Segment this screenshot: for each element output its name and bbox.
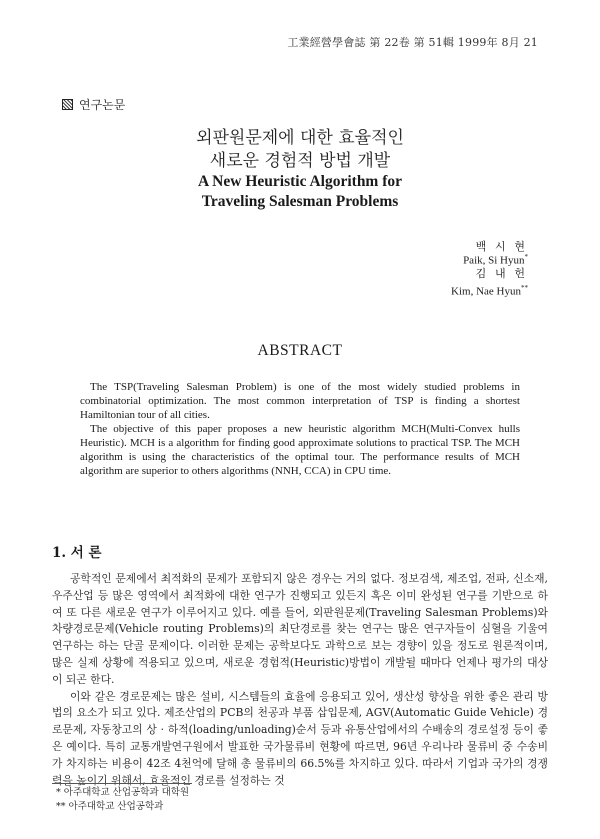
running-header: 工業經營學會誌 第 22卷 第 51輯 1999年 8月 21	[287, 36, 538, 49]
body-paragraph: 이와 같은 경로문제는 많은 설비, 시스템들의 효율에 응용되고 있어, 생산성 향상을 위한 좋은 관리 방법의 요소가 되고 있다. 제조산업의 PCB의 천공과 부품 삽입문제, AGV(Automatic Guide Vehicle) 경로문제, 자동창고의 상 · 하적(loading/unloading)순서 등과 유통산업에서의 수배송의 경로설정 등이 좋은 예이다. 특히 교통개발연구원에서 발표한 국가물류비 현황에 따르면, 96년 우리나라 물류비 중 수송비가 차지하는 비용이 42조 4천억에 달해 총 물류비의 66.5%를 차지하고 있다. 따라서 기업과 국가의 경쟁력을 높이기 위해서, 효율적인 경로를 설정하는 것	[52, 689, 548, 787]
section-tag-label: 연구논문	[79, 98, 126, 112]
author-2-korean-name: 김 내 헌	[475, 268, 528, 280]
korean-title-line-1: 외판원문제에 대한 효율적인	[196, 128, 404, 148]
english-title-line-2: Traveling Salesman Problems	[201, 193, 399, 210]
hatched-square-icon	[62, 99, 73, 110]
section-tag	[62, 96, 125, 113]
introduction-body	[52, 571, 548, 789]
korean-title-line-2: 새로운 경험적 방법 개발	[209, 151, 391, 171]
english-title-line-1: A New Heuristic Algorithm for	[197, 173, 403, 190]
abstract-body	[80, 380, 520, 478]
author-1-korean-name: 백 시 현	[475, 241, 528, 253]
abstract-paragraph: The objective of this paper proposes a new heuristic algorithm MCH(Multi-Convex hulls Heuristic). MCH is a algorithm for finding good approximate solutions to practical TSP. The MCH algorithm is using the characteristics of the optimal tour. The performance results of MCH algorithm are superior to others algorithms (NNH, CCA) in CPU time.	[80, 423, 520, 477]
abstract-heading: ABSTRACT	[257, 342, 343, 359]
footnote-divider	[52, 783, 192, 784]
body-paragraph: 공학적인 문제에서 최적화의 문제가 포함되지 않은 경우는 거의 없다. 정보검색, 제조업, 전파, 신소재, 우주산업 등 많은 영역에서 최적화에 대한 연구가 진행되고 있든지 혹은 이미 완성된 연구를 기반으로 하여 또 다른 새로운 연구가 이루어지고 있다. 예를 들어, 외판원문제(Traveling Salesman Problems)와 차량경로문제(Vehicle routing Problems)의 최단경로를 찾는 연구는 많은 연구자들이 심혈을 기울여 연구하는 하는 단골 문제이다. 이러한 문제는 공학보다도 과학으로 보는 경향이 있을 정도로 원론적이며, 많은 실제 상황에 적용되고 있으며, 새로운 경험적(Heuristic)방법이 개발될 때마다 언제나 평가의 대상이 되곤 한다.	[52, 572, 548, 686]
author-2-footnote-mark: **	[521, 284, 528, 292]
abstract-paragraph: The TSP(Traveling Salesman Problem) is one of the most widely studied problems in combinatorial optimization. The most common interpretation of TSP is finding a shortest Hamiltonian tour of all cities.	[80, 381, 520, 421]
footnotes	[56, 786, 189, 814]
author-1-footnote-mark: *	[524, 253, 528, 261]
footnote-2: ** 아주대학교 산업공학과	[56, 801, 164, 812]
author-1-english-name: Paik, Si Hyun*	[463, 253, 528, 267]
author-2-english-name: Kim, Nae Hyun**	[451, 284, 528, 298]
section-heading-introduction: 1. 서 론	[52, 545, 102, 561]
footnote-1: * 아주대학교 산업공학과 대학원	[56, 787, 190, 798]
